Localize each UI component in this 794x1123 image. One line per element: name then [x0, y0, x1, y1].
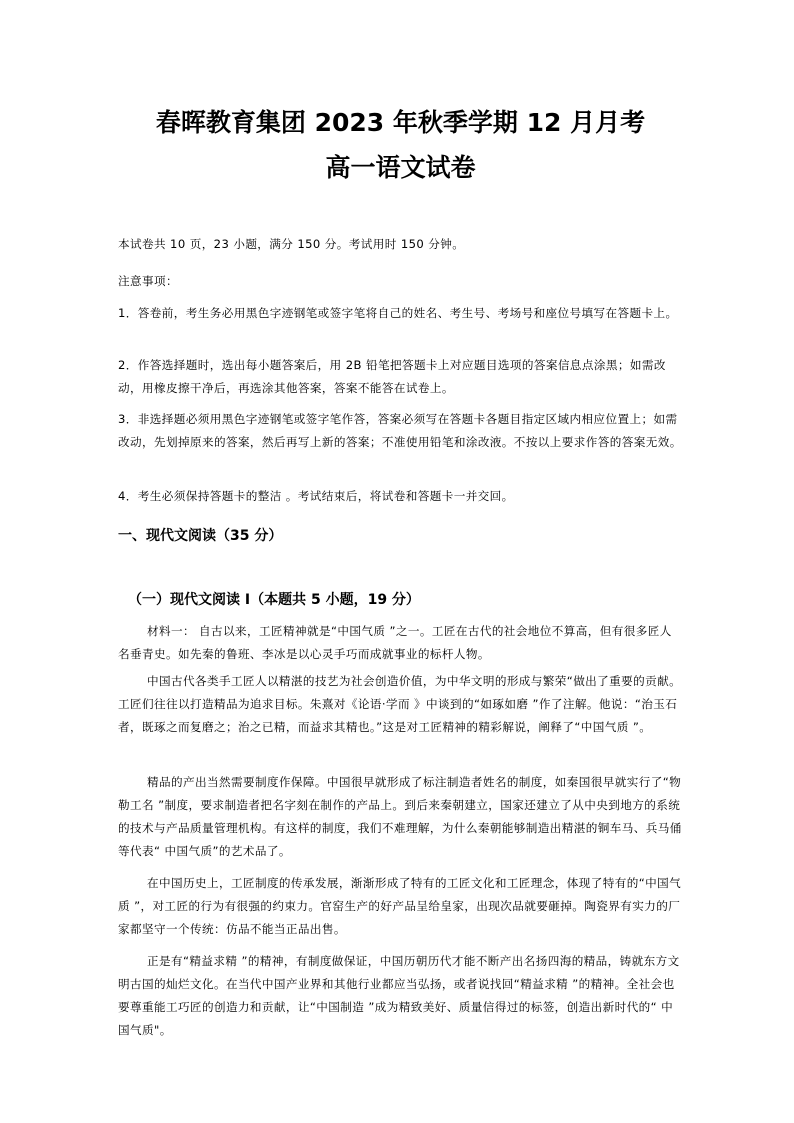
paragraph-3: 精品的产出当然需要制度作保障。中国很早就形成了标注制造者姓名的制度，如秦国很早就实行了“物勒工名 ”制度，要求制造者把名字刻在制作的产品上。到后来秦朝建立，国家还建立了从中央到地方的系统的技术与产品质量管理机构。有这样的制度，我们不难理解，为什么秦朝能够制造出精湛的铜车马、兵马俑等代表“ 中国气质”的艺术品了。 — [118, 775, 682, 858]
notice-item-1: 1．答卷前，考生务必用黑色字迹钢笔或签字笔将自己的姓名、考生号、考场号和座位号填写在答题卡上。 — [118, 306, 678, 320]
notice-item-2: 2．作答选择题时，选出每小题答案后，用 2B 铅笔把答题卡上对应题目选项的答案信息点涂黑；如需改动，用橡皮擦干净后，再选涂其他答案，答案不能答在试卷上。 — [118, 358, 666, 395]
notice-item-4: 4．考生必须保持答题卡的整洁 。考试结束后，将试卷和答题卡一并交回。 — [118, 489, 514, 503]
subsection-heading-reading-1: （一）现代文阅读 I（本题共 5 小题，19 分） — [128, 592, 420, 608]
exam-page — [118, 0, 683, 1123]
section-heading-modern-reading: 一、现代文阅读（35 分） — [118, 528, 283, 544]
notice-item-3: 3．非选择题必须用黑色字迹钢笔或签字笔作答，答案必须写在答题卡各题目指定区域内相应位置上；如需改动，先划掉原来的答案，然后再写上新的答案；不准使用铅笔和涂改液。不按以上要求作答的答案无效。 — [118, 412, 682, 449]
notice-heading: 注意事项： — [118, 274, 178, 288]
paragraph-material-1: 材料一： 自古以来，工匠精神就是“中国气质 ”之一。工匠在古代的社会地位不算高，但有很多匠人名垂青史。如先秦的鲁班、李冰是以心灵手巧而成就事业的标杆人物。 — [118, 624, 672, 661]
paragraph-4: 在中国历史上，工匠制度的传承发展，渐渐形成了特有的工匠文化和工匠理念，体现了特有的“中国气质 ”，对工匠的行为有很强的约束力。官窑生产的好产品呈给皇家，出现次品就要砸掉。陶瓷界有实力的厂家都坚守一个传统：仿品不能当正品出售。 — [118, 876, 682, 936]
paragraph-5: 正是有“精益求精 ”的精神，有制度做保证，中国历朝历代才能不断产出名扬四海的精品，铸就东方文明古国的灿烂文化。在当代中国产业界和其他行业都应当弘扬，或者说找回“精益求精 ”的精神。全社会也要尊重能工巧匠的创造力和贡献，让“中国制造 ”成为精致美好、质量信得过的标签，创造出新时代的“ 中国气质"。 — [118, 954, 680, 1037]
paragraph-2: 中国古代各类手工匠人以精湛的技艺为社会创造价值，为中华文明的形成与繁荣“做出了重要的贡献。工匠们往往以打造精品为追求目标。朱熹对《论语·学而 》中谈到的“如琢如磨 ”作了注解。他说：“治玉石者，既琢之而复磨之；治之已精，而益求其精也。”这是对工匠精神的精彩解说，阐释了“中国气质 ”。 — [118, 674, 682, 734]
exam-subtitle: 高一语文试卷 — [325, 153, 476, 182]
exam-intro: 本试卷共 10 页，23 小题，满分 150 分。考试用时 150 分钟。 — [118, 237, 465, 251]
exam-title: 春晖教育集团 2023 年秋季学期 12 月月考 — [155, 108, 646, 137]
